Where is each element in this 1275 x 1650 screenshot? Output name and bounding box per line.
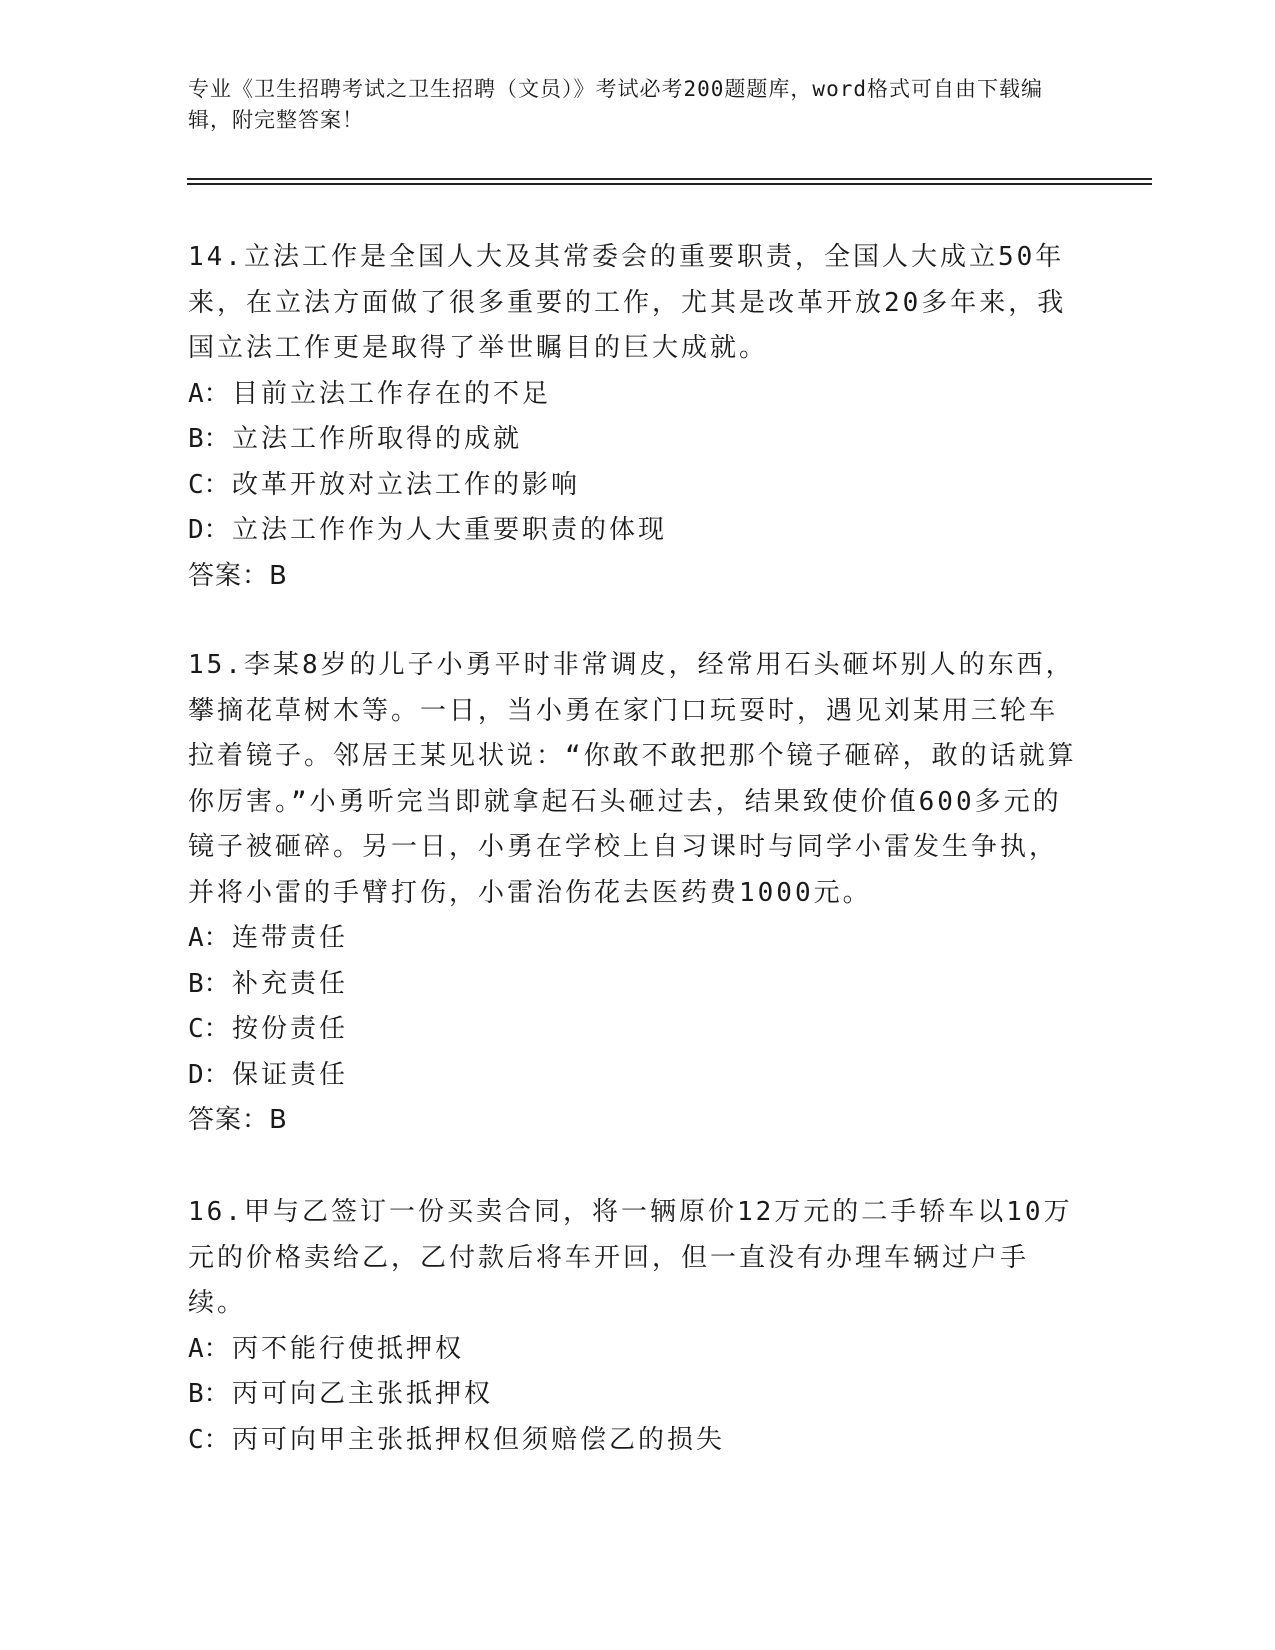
option-text: 丙可向甲主张抵押权但须赔偿乙的损失	[232, 1424, 726, 1455]
option-d	[188, 508, 1078, 554]
question-15	[188, 643, 1078, 1144]
option-letter: B：	[188, 1379, 230, 1409]
option-letter: C：	[188, 469, 230, 500]
answer-label: 答案：B	[188, 560, 288, 591]
option-b	[188, 417, 1078, 463]
question-stem: 15.李某8岁的儿子小勇平时非常调皮，经常用石头砸坏别人的东西，攀摘花草树木等。一日，当小勇在家门口玩耍时，遇见刘某用三轮车拉着镜子。邻居王某见状说：“你敢不敢把那个镜子砸碎，敢的话就算你厉害。”小勇听完当即就拿起石头砸过去，结果致使价值600多元的镜子被砸碎。另一日，小勇在学校上自习课时与同学小雷发生争执，并将小雷的手臂打伤，小雷治伤花去医药费1000元。	[188, 650, 1077, 908]
option-letter: A：	[188, 1333, 230, 1364]
option-letter: B：	[188, 424, 230, 454]
header-rule-bottom	[187, 183, 1152, 185]
option-text: 改革开放对立法工作的影响	[232, 469, 581, 500]
option-letter: D：	[188, 515, 230, 545]
option-text: 丙可向乙主张抵押权	[232, 1379, 494, 1409]
option-text: 立法工作所取得的成就	[232, 424, 523, 454]
option-c	[188, 1007, 1078, 1053]
option-letter: B：	[188, 968, 230, 999]
answer-label: 答案：B	[188, 1105, 288, 1135]
option-text: 保证责任	[232, 1059, 349, 1090]
option-text: 按份责任	[232, 1014, 349, 1044]
option-a	[188, 916, 1078, 962]
option-letter: A：	[188, 923, 230, 953]
option-b	[188, 1372, 1078, 1418]
option-text: 丙不能行使抵押权	[232, 1333, 465, 1364]
option-letter: C：	[188, 1014, 230, 1044]
question-14	[188, 235, 1078, 599]
option-letter: C：	[188, 1424, 230, 1455]
option-c	[188, 463, 1078, 509]
option-c	[188, 1418, 1078, 1464]
question-16	[188, 1190, 1078, 1463]
header-rule-top	[187, 178, 1152, 180]
option-letter: A：	[188, 378, 230, 409]
option-d	[188, 1053, 1078, 1099]
option-letter: D：	[188, 1059, 230, 1090]
option-text: 目前立法工作存在的不足	[232, 378, 552, 409]
option-a	[188, 372, 1078, 418]
question-stem: 14.立法工作是全国人大及其常委会的重要职责，全国人大成立50年来，在立法方面做了很多重要的工作，尤其是改革开放20多年来，我国立法工作更是取得了举世瞩目的巨大成就。	[188, 242, 1067, 363]
question-stem: 16.甲与乙签订一份买卖合同，将一辆原价12万元的二手轿车以10万元的价格卖给乙，乙付款后将车开回，但一直没有办理车辆过户手续。	[188, 1197, 1073, 1318]
option-text: 补充责任	[232, 968, 349, 999]
option-text: 连带责任	[232, 923, 349, 953]
header-text: 专业《卫生招聘考试之卫生招聘（文员）》考试必考200题题库，word格式可自由下载编辑，附完整答案！	[188, 77, 1043, 132]
option-text: 立法工作作为人大重要职责的体现	[232, 515, 668, 545]
option-b	[188, 962, 1078, 1008]
option-a	[188, 1327, 1078, 1373]
